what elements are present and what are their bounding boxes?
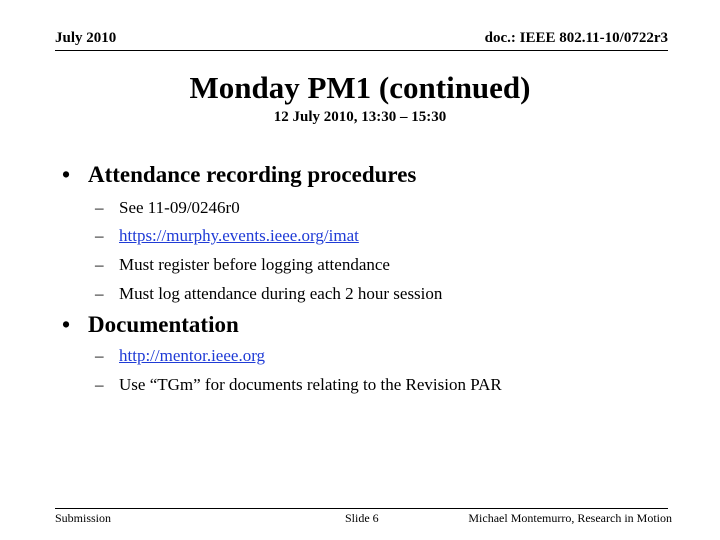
bullet-glyph: • xyxy=(62,162,71,187)
dash-glyph: – xyxy=(95,198,104,217)
list-item xyxy=(95,284,442,304)
slide-title: Monday PM1 (continued) xyxy=(189,70,531,105)
list-item xyxy=(95,255,390,275)
header-divider xyxy=(55,50,668,51)
imat-link[interactable]: https://murphy.events.ieee.org/imat xyxy=(119,226,359,245)
list-item xyxy=(95,226,359,246)
mentor-link[interactable]: http://mentor.ieee.org xyxy=(119,346,266,365)
slide-subtitle: 12 July 2010, 13:30 – 15:30 xyxy=(273,109,447,125)
list-item-text: Use “TGm” for documents relating to the Revision PAR xyxy=(119,375,502,394)
footer-slide-number: Slide 6 xyxy=(345,511,379,525)
dash-glyph: – xyxy=(95,375,104,394)
dash-glyph: – xyxy=(95,255,104,274)
list-item xyxy=(95,375,502,395)
header-doc-number: doc.: IEEE 802.11-10/0722r3 xyxy=(484,30,668,46)
footer-divider xyxy=(55,508,668,509)
list-item-text: Must register before logging attendance xyxy=(119,255,390,274)
list-item xyxy=(95,198,240,218)
list-item xyxy=(95,346,265,366)
bullet-documentation xyxy=(62,312,239,338)
bullet-glyph: • xyxy=(62,312,71,337)
bullet-attendance xyxy=(62,162,416,188)
footer-submission: Submission xyxy=(55,511,112,525)
list-item-text: See 11-09/0246r0 xyxy=(119,198,240,217)
dash-glyph: – xyxy=(95,284,104,303)
dash-glyph: – xyxy=(95,226,104,245)
header-date: July 2010 xyxy=(55,30,117,46)
bullet-label: Documentation xyxy=(88,312,239,337)
dash-glyph: – xyxy=(95,346,104,365)
list-item-text: Must log attendance during each 2 hour session xyxy=(119,284,443,303)
bullet-label: Attendance recording procedures xyxy=(88,162,417,187)
footer-author: Michael Montemurro, Research in Motion xyxy=(468,511,672,525)
